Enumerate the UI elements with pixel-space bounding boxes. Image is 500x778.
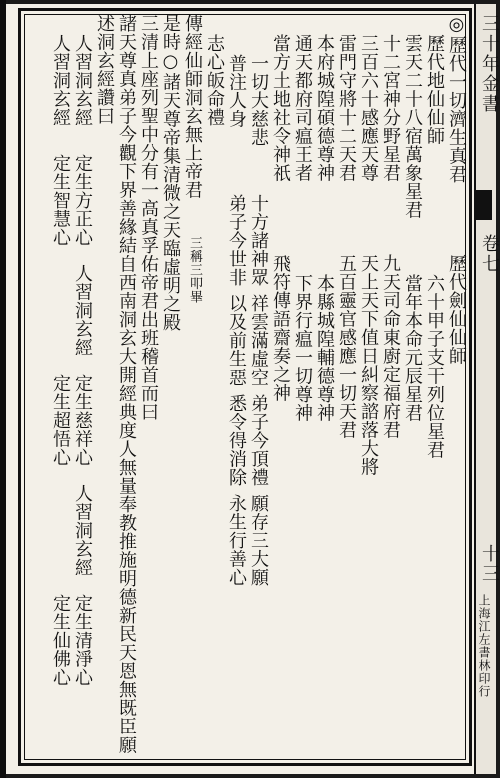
verse-6: 人習洞玄經 [72, 484, 93, 577]
text-column-11: 普注人身 [226, 54, 247, 128]
text-column-14: 是時○諸天尊帝集清微之天臨虛明之殿 [160, 14, 181, 332]
bottom-row-2: 祥雲滿虛空 [248, 294, 269, 387]
lower-col-3: 當年本命元辰星君 [402, 274, 423, 422]
bottom-row-7: 悉令得消除 [226, 394, 247, 487]
spine-fishtail-mark [476, 190, 492, 220]
verse-7: 定生清淨心 [72, 594, 93, 687]
text-column-10: 一切大慈悲 [248, 54, 269, 147]
verse-2: 定生智慧心 [50, 154, 71, 247]
text-column-12: 志心皈命禮 [204, 34, 225, 127]
text-column-15: 三清上座列聖中分有一高真孚佑帝君出班稽首而曰 [138, 14, 159, 421]
book-page [6, 4, 500, 774]
verse-8: 定生仙佛心 [50, 594, 71, 687]
lower-col-7: 本縣城隍輔德尊神 [314, 274, 335, 422]
text-column-1: ◎歷代一切濟生真君 [446, 14, 467, 184]
bottom-row-8: 永生行善心 [226, 494, 247, 587]
text-column-17: 述洞玄經讚曰 [94, 14, 115, 125]
bottom-row-3: 弟子今頂禮 [248, 394, 269, 487]
lower-col-2: 六十甲子支干列位星君 [424, 274, 445, 459]
lower-col-8: 下界行瘟一切尊神 [292, 274, 313, 422]
text-column-7: 本府城隍碩德尊神 [314, 34, 335, 182]
bottom-row-4: 願存三大願 [248, 494, 269, 587]
text-column-9: 當方土地社令神祇 [270, 34, 291, 182]
spine-folio: 十三 [479, 544, 500, 584]
lower-col-5: 天上天下值日糾察諮落大將 [358, 254, 379, 476]
verse-1: 定生方正心 [72, 154, 93, 247]
lower-col-9: 飛符傳語齋奏之神 [270, 254, 291, 402]
text-column-8: 通天都府司瘟王者 [292, 34, 313, 182]
verse-5: 定生超悟心 [50, 374, 71, 467]
spine-title: 三十年金書 [479, 14, 500, 114]
text-column-4: 十二宮神分野星君 [380, 34, 401, 182]
sanchou-note: 三稱三叩畢 [187, 236, 202, 304]
text-column-16: 諸天尊真弟子今觀下界善緣結自西南洞玄大開經典度人無量奉教推施明德新民天恩無既臣願 [116, 14, 137, 754]
lower-col-6: 五百靈官感應一切天君 [336, 254, 357, 439]
verse-lead-2: 人習洞玄經 [50, 34, 71, 127]
text-column-5: 三百六十感應天尊 [358, 34, 379, 182]
text-column-2: 歷代地仙仙師 [424, 34, 445, 145]
bottom-row-1: 十方諸神眾 [248, 194, 269, 287]
bottom-row-6: 以及前生惡 [226, 294, 247, 387]
publisher-imprint: 上海江左書林印行 [477, 594, 491, 698]
spine-volume: 卷七 [479, 234, 500, 274]
lower-col-1: 歷代劍仙仙師 [446, 254, 467, 365]
text-column-13: 傳經仙師洞玄無上帝君 [182, 14, 203, 199]
text-column-6: 雷門守將十二天君 [336, 34, 357, 182]
verse-4: 定生慈祥心 [72, 374, 93, 467]
bottom-row-5: 弟子今世非 [226, 194, 247, 287]
text-column-3: 雲天二十八宿萬象星君 [402, 34, 423, 219]
lower-col-4: 九天司命東廚定福府君 [380, 254, 401, 439]
verse-lead-1: 人習洞玄經 [72, 34, 93, 127]
verse-3: 人習洞玄經 [72, 264, 93, 357]
